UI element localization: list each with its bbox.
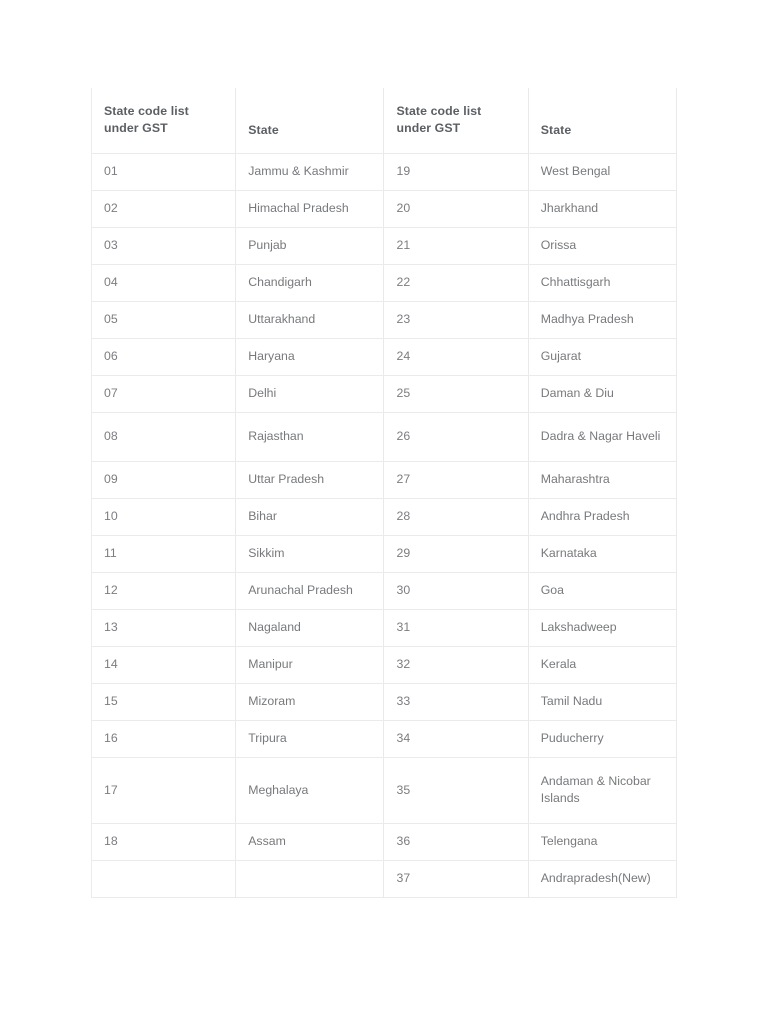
cell-state-code-right: 22 — [384, 264, 528, 301]
cell-state-left: Uttarakhand — [236, 301, 384, 338]
cell-state-right: Goa — [528, 572, 676, 609]
cell-state-right: Kerala — [528, 646, 676, 683]
table-row — [92, 757, 677, 823]
cell-state-code-left: 01 — [92, 153, 236, 190]
cell-state-left: Meghalaya — [236, 757, 384, 823]
cell-state-code-left: 07 — [92, 375, 236, 412]
cell-state-left: Uttar Pradesh — [236, 461, 384, 498]
cell-state-left: Himachal Pradesh — [236, 190, 384, 227]
cell-state-code-left: 15 — [92, 683, 236, 720]
column-header-state-left: State — [236, 88, 384, 153]
cell-state-left: Rajasthan — [236, 412, 384, 461]
cell-state-code-right: 19 — [384, 153, 528, 190]
cell-state-left: Assam — [236, 823, 384, 860]
cell-state-right: Puducherry — [528, 720, 676, 757]
table-row — [92, 412, 677, 461]
table-row — [92, 535, 677, 572]
cell-state-code-right: 33 — [384, 683, 528, 720]
cell-state-code-right: 23 — [384, 301, 528, 338]
cell-state-code-right: 28 — [384, 498, 528, 535]
table-body — [92, 153, 677, 897]
cell-state-code-left: 17 — [92, 757, 236, 823]
cell-state-right: Orissa — [528, 227, 676, 264]
table-row — [92, 860, 677, 897]
table-row — [92, 153, 677, 190]
cell-state-left: Haryana — [236, 338, 384, 375]
cell-state-code-right: 34 — [384, 720, 528, 757]
cell-state-code-right: 30 — [384, 572, 528, 609]
gst-state-code-table — [91, 88, 677, 898]
cell-state-right: Madhya Pradesh — [528, 301, 676, 338]
table-row — [92, 190, 677, 227]
cell-state-right: Dadra & Nagar Haveli — [528, 412, 676, 461]
cell-state-code-left: 10 — [92, 498, 236, 535]
table-row — [92, 227, 677, 264]
cell-state-left — [236, 860, 384, 897]
cell-state-code-right: 24 — [384, 338, 528, 375]
cell-state-code-right: 32 — [384, 646, 528, 683]
cell-state-code-left: 02 — [92, 190, 236, 227]
cell-state-right: Andrapradesh(New) — [528, 860, 676, 897]
cell-state-code-left: 09 — [92, 461, 236, 498]
cell-state-right: Lakshadweep — [528, 609, 676, 646]
cell-state-right: Gujarat — [528, 338, 676, 375]
cell-state-code-right: 21 — [384, 227, 528, 264]
cell-state-right: Andaman & Nicobar Islands — [528, 757, 676, 823]
cell-state-code-right: 26 — [384, 412, 528, 461]
cell-state-left: Jammu & Kashmir — [236, 153, 384, 190]
table-row — [92, 720, 677, 757]
table-header — [92, 88, 677, 153]
cell-state-left: Mizoram — [236, 683, 384, 720]
cell-state-left: Chandigarh — [236, 264, 384, 301]
empty-cell — [248, 870, 251, 887]
cell-state-code-right: 31 — [384, 609, 528, 646]
column-header-state-right: State — [528, 88, 676, 153]
table-row — [92, 823, 677, 860]
cell-state-left: Sikkim — [236, 535, 384, 572]
cell-state-right: Daman & Diu — [528, 375, 676, 412]
cell-state-code-left: 12 — [92, 572, 236, 609]
cell-state-code-right: 20 — [384, 190, 528, 227]
cell-state-code-left: 03 — [92, 227, 236, 264]
cell-state-code-left: 08 — [92, 412, 236, 461]
cell-state-code-right: 37 — [384, 860, 528, 897]
cell-state-code-left: 06 — [92, 338, 236, 375]
cell-state-code-right: 29 — [384, 535, 528, 572]
table-header-row — [92, 88, 677, 153]
empty-cell — [104, 870, 107, 887]
table-row — [92, 572, 677, 609]
cell-state-left: Punjab — [236, 227, 384, 264]
cell-state-code-right: 25 — [384, 375, 528, 412]
table-row — [92, 338, 677, 375]
cell-state-code-left: 18 — [92, 823, 236, 860]
cell-state-right: Maharashtra — [528, 461, 676, 498]
table-row — [92, 498, 677, 535]
cell-state-left: Nagaland — [236, 609, 384, 646]
column-header-state-code-right: State code list under GST — [384, 88, 528, 153]
table-row — [92, 301, 677, 338]
column-header-state-code-left: State code list under GST — [92, 88, 236, 153]
cell-state-code-left: 04 — [92, 264, 236, 301]
table-row — [92, 264, 677, 301]
table-row — [92, 609, 677, 646]
cell-state-code-left: 16 — [92, 720, 236, 757]
cell-state-left: Tripura — [236, 720, 384, 757]
cell-state-left: Bihar — [236, 498, 384, 535]
cell-state-code-left: 13 — [92, 609, 236, 646]
cell-state-right: Andhra Pradesh — [528, 498, 676, 535]
table-row — [92, 646, 677, 683]
table-row — [92, 683, 677, 720]
cell-state-code-right: 36 — [384, 823, 528, 860]
cell-state-code-left — [92, 860, 236, 897]
cell-state-right: Jharkhand — [528, 190, 676, 227]
cell-state-code-right: 27 — [384, 461, 528, 498]
cell-state-code-right: 35 — [384, 757, 528, 823]
cell-state-code-left: 14 — [92, 646, 236, 683]
cell-state-right: Karnataka — [528, 535, 676, 572]
cell-state-left: Arunachal Pradesh — [236, 572, 384, 609]
cell-state-right: Telengana — [528, 823, 676, 860]
cell-state-code-left: 05 — [92, 301, 236, 338]
table-row — [92, 375, 677, 412]
cell-state-left: Manipur — [236, 646, 384, 683]
gst-state-code-table-container — [91, 88, 677, 898]
cell-state-left: Delhi — [236, 375, 384, 412]
cell-state-code-left: 11 — [92, 535, 236, 572]
cell-state-right: West Bengal — [528, 153, 676, 190]
cell-state-right: Tamil Nadu — [528, 683, 676, 720]
table-row — [92, 461, 677, 498]
cell-state-right: Chhattisgarh — [528, 264, 676, 301]
